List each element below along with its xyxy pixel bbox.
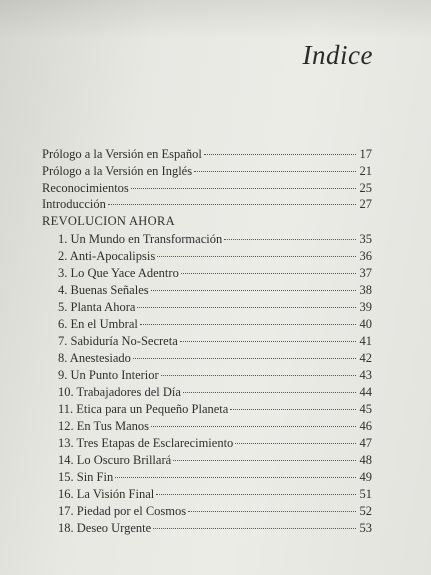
toc-chapter-page: 43 [359, 368, 372, 382]
toc-chapter-page: 46 [359, 419, 372, 433]
leader-dots [108, 204, 356, 205]
toc-entry-page: 25 [359, 181, 372, 195]
toc-chapter-page: 41 [359, 334, 372, 348]
toc-chapter [58, 266, 372, 284]
leader-dots [115, 477, 356, 478]
toc-chapter-label: 7. Sabiduría No-Secreta [58, 334, 178, 348]
toc-chapter-page: 40 [359, 317, 372, 331]
leader-dots [188, 511, 356, 512]
leader-dots [173, 460, 356, 461]
toc-chapter [58, 402, 372, 420]
toc-entry [42, 147, 372, 165]
toc-chapter-label: 12. En Tus Manos [58, 419, 149, 433]
toc-chapter-label: 3. Lo Que Yace Adentro [58, 266, 179, 280]
toc-chapter [58, 334, 372, 352]
toc-chapter-label: 16. La Visión Final [58, 487, 155, 501]
toc-chapter-label: 9. Un Punto Interior [58, 368, 159, 382]
leader-dots [131, 188, 356, 189]
toc-chapter-label: 18. Deseo Urgente [58, 521, 152, 535]
toc-chapter-page: 42 [359, 351, 372, 365]
leader-dots [151, 290, 356, 291]
toc-chapter-page: 35 [359, 232, 372, 246]
leader-dots [224, 239, 356, 240]
toc-chapter-page: 51 [359, 487, 372, 501]
toc-chapter [58, 300, 372, 318]
toc-chapter [58, 249, 372, 267]
toc-chapter-label: 13. Tres Etapas de Esclarecimiento [58, 436, 234, 450]
leader-dots [157, 256, 356, 257]
leader-dots [133, 358, 356, 359]
toc-chapter-page: 36 [359, 249, 372, 263]
toc-entry-page: 17 [359, 147, 372, 161]
toc-entry-label: Introducción [42, 197, 106, 211]
leader-dots [230, 409, 356, 410]
toc-chapter-page: 53 [359, 521, 372, 535]
toc-entry [42, 197, 372, 215]
toc-chapter [58, 283, 372, 301]
toc-chapter [58, 232, 372, 250]
toc-chapter [58, 521, 372, 539]
toc-chapter-page: 47 [359, 436, 372, 450]
toc-chapter-label: 17. Piedad por el Cosmos [58, 504, 187, 518]
toc-entry [42, 164, 372, 182]
toc-chapter-label: 5. Planta Ahora [58, 300, 136, 314]
leader-dots [181, 273, 356, 274]
toc-chapter-page: 52 [359, 504, 372, 518]
toc-chapter-page: 49 [359, 470, 372, 484]
toc-chapter-label: 10. Trabajadores del Día [58, 385, 181, 399]
toc-entry-page: 27 [359, 197, 372, 211]
toc-chapter-page: 38 [359, 283, 372, 297]
page-title: Indice [302, 40, 373, 70]
toc-chapter-label: 11. Etica para un Pequeño Planeta [58, 402, 229, 416]
toc-chapter-label: 1. Un Mundo en Transformación [58, 232, 223, 246]
toc-chapter-label: 4. Buenas Señales [58, 283, 149, 297]
leader-dots [151, 426, 356, 427]
toc-chapter [58, 453, 372, 471]
toc-chapter [58, 351, 372, 369]
toc-chapter [58, 385, 372, 403]
leader-dots [183, 392, 356, 393]
toc-chapter-page: 45 [359, 402, 372, 416]
toc-chapter-page: 44 [359, 385, 372, 399]
leader-dots [235, 443, 356, 444]
toc-chapter [58, 419, 372, 437]
leader-dots [204, 154, 356, 155]
leader-dots [194, 171, 356, 172]
leader-dots [140, 324, 356, 325]
toc-chapter-page: 48 [359, 453, 372, 467]
toc-chapter-page: 39 [359, 300, 372, 314]
toc-chapter-label: 2. Anti-Apocalipsis [58, 249, 156, 263]
toc-chapter-label: 8. Anestesiado [58, 351, 131, 365]
toc-entry-label: Prólogo a la Versión en Español [42, 147, 202, 161]
toc-chapter-label: 6. En el Umbral [58, 317, 138, 331]
leader-dots [153, 528, 356, 529]
toc-chapter [58, 487, 372, 505]
toc-chapter-label: 14. Lo Oscuro Brillará [58, 453, 172, 467]
leader-dots [161, 375, 356, 376]
toc-entry-label: Prólogo a la Versión en Inglés [42, 164, 193, 178]
toc-chapter [58, 317, 372, 335]
toc-chapter-page: 37 [359, 266, 372, 280]
toc-chapter [58, 436, 372, 454]
toc-chapter [58, 470, 372, 488]
toc-entry-page: 21 [359, 164, 372, 178]
toc-entry-label: Reconocimientos [42, 181, 129, 195]
section-title: REVOLUCION AHORA [42, 214, 175, 228]
leader-dots [180, 341, 356, 342]
toc-chapter [58, 368, 372, 386]
leader-dots [156, 494, 356, 495]
leader-dots [137, 307, 356, 308]
toc-chapter [58, 504, 372, 522]
toc-chapter-label: 15. Sin Fin [58, 470, 114, 484]
